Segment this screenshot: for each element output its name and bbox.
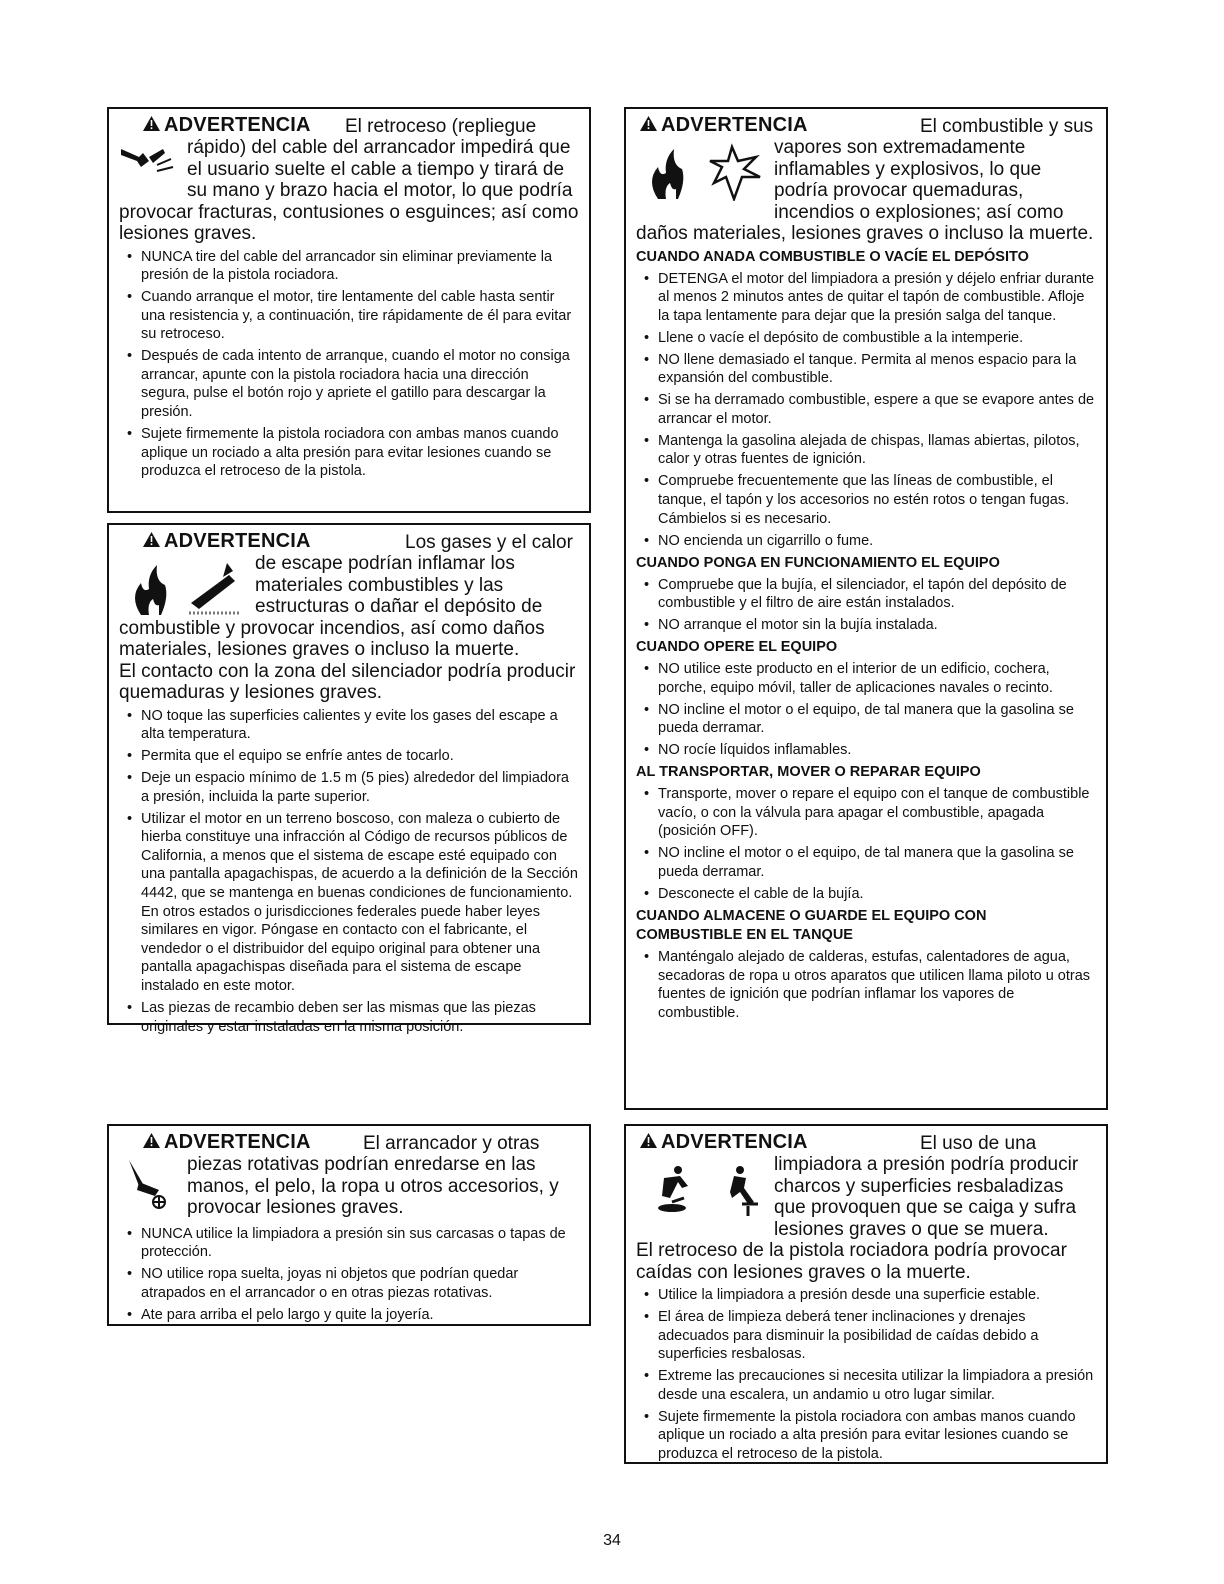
section-heading: CUANDO ANADA COMBUSTIBLE O VACÍE EL DEPÓSITO — [636, 248, 1029, 265]
list-item: • NO utilice ropa suelta, joyas ni objetos que podrían quedar atrapados en el arrancador o en otras piezas rotativas. — [119, 1265, 579, 1302]
warning-label: ADVERTENCIA — [164, 1131, 311, 1153]
list-item: • Compruebe frecuentemente que las líneas de combustible, el tanque, el tapón y los accesorios no estén rotos o tengan fugas. Cámbielos si es necesario. — [636, 472, 1096, 528]
warning-triangle-icon — [640, 115, 657, 137]
list-item: • Deje un espacio mínimo de 1.5 m (5 pies) alrededor del limpiadora a presión, incluida la parte superior. — [119, 769, 579, 806]
section-heading: AL TRANSPORTAR, MOVER O REPARAR EQUIPO — [636, 764, 981, 781]
list-item: • NO incline el motor o el equipo, de tal manera que la gasolina se pueda derramar. — [636, 844, 1096, 881]
list-item: • NO encienda un cigarrillo o fume. — [636, 532, 1096, 551]
fire-and-exhaust-icon — [119, 557, 249, 617]
list-item: • NO llene demasiado el tanque. Permita al menos espacio para la expansión del combustible. — [636, 351, 1096, 388]
warning-box-fuel — [624, 107, 1108, 1110]
section-heading: CUANDO PONGA EN FUNCIONAMIENTO EL EQUIPO — [636, 554, 1000, 571]
warning-intro: El uso de una limpiadora a presión podría producir charcos y superficies resbaladizas que provoquen que se caiga y sufra lesiones graves o que se muera. — [774, 1132, 1079, 1240]
warning-triangle-icon — [143, 531, 160, 553]
warning-list — [636, 270, 1096, 551]
list-item: • NO toque las superficies calientes y evite los gases del escape a alta temperatura. — [119, 707, 579, 744]
list-item: • Las piezas de recambio deben ser las mismas que las piezas originales y estar instaladas en la misma posición. — [119, 999, 579, 1036]
list-item: • El área de limpieza deberá tener inclinaciones y drenajes adecuados para disminuir la posibilidad de caídas debido a superficies resbalosas. — [636, 1308, 1096, 1364]
entanglement-icon — [119, 1156, 179, 1214]
warning-intro: El arrancador y otras piezas rotativas podrían enredarse en las manos, el pelo, la ropa u otros accesorios, y provocar lesiones graves. — [187, 1132, 559, 1218]
page-number: 34 — [603, 1532, 621, 1549]
warning-list — [119, 1225, 579, 1325]
section-heading: CUANDO ALMACENE O GUARDE EL EQUIPO CON COMBUSTIBLE EN EL TANQUE — [636, 907, 987, 943]
list-item: • Manténgalo alejado de calderas, estufas, calentadores de agua, secadoras de ropa u otros aparatos que utilicen llama piloto u otras fuentes de ignición que podrían inflamar los vapores de combustible. — [636, 948, 1096, 1022]
warning-label: ADVERTENCIA — [661, 1131, 808, 1153]
list-item: • Permita que el equipo se enfríe antes de tocarlo. — [119, 747, 579, 766]
list-item: • Utilizar el motor en un terreno boscoso, con maleza o cubierto de hierba constituye una infracción al Código de recursos públicos de California, a menos que el sistema de escape esté equipado con una pantalla apagachispas, de acuerdo a la definición de la Sección 4442, que se mantenga en buenas condiciones de funcionamiento. En otros estados o jurisdicciones federales puede haber leyes similares en vigor. Póngase en contacto con el fabricante, el vendedor o el distribuidor del equipo original para obtener una pantalla apagachispas diseñada para el sistema de escape instalado en este motor. — [119, 810, 579, 996]
hand-pulled-toward-engine-icon — [119, 141, 177, 183]
warning-label: ADVERTENCIA — [164, 530, 311, 552]
warning-box-exhaust — [107, 523, 591, 1035]
warning-list — [636, 660, 1096, 760]
warning-triangle-icon — [143, 1132, 160, 1154]
warning-intro: El combustible y sus vapores son extremadamente inflamables y explosivos, lo que podría provocar quemaduras, incendios o explosiones; así como daños materiales, lesiones graves o incluso la muerte. — [636, 115, 1094, 244]
list-item: • Sujete firmemente la pistola rociadora con ambas manos cuando aplique un rociado a alta presión para evitar lesiones cuando se produzca el retroceso de la pistola. — [119, 425, 579, 481]
slip-and-fall-icon — [644, 1158, 768, 1220]
list-item: • NO arranque el motor sin la bujía instalada. — [636, 616, 1096, 635]
list-item: • Ate para arriba el pelo largo y quite la joyería. — [119, 1306, 579, 1325]
list-item: • NUNCA tire del cable del arrancador sin eliminar previamente la presión de la pistola rociadora. — [119, 248, 579, 285]
list-item: • Utilice la limpiadora a presión desde una superficie estable. — [636, 1286, 1096, 1305]
warning-label: ADVERTENCIA — [661, 114, 808, 136]
warning-box-starter-kickback — [107, 107, 591, 513]
warning-list — [636, 1286, 1096, 1464]
list-item: • NO rocíe líquidos inflamables. — [636, 741, 1096, 760]
list-item: • Desconecte el cable de la bujía. — [636, 885, 1096, 904]
warning-list — [636, 576, 1096, 635]
list-item: • Llene o vacíe el depósito de combustible a la intemperie. — [636, 329, 1096, 348]
warning-list — [636, 785, 1096, 903]
warning-intro: El retroceso (repliegue rápido) del cable del arrancador impedirá que el usuario suelte el cable a tiempo y tirará de su mano y brazo hacia el motor, lo que podría provocar fracturas, contusiones o esguinces; así como lesiones graves. — [119, 115, 579, 244]
warning-list — [636, 948, 1096, 1022]
section-heading: CUANDO OPERE EL EQUIPO — [636, 639, 838, 656]
list-item: • Extreme las precauciones si necesita utilizar la limpiadora a presión desde una escalera, un andamio u otro lugar similar. — [636, 1367, 1096, 1404]
warning-label: ADVERTENCIA — [164, 114, 311, 136]
list-item: • Transporte, mover o repare el equipo con el tanque de combustible vacío, o con la válvula para apagar el combustible, apagada (posición OFF). — [636, 785, 1096, 841]
list-item: • Cuando arranque el motor, tire lentamente del cable hasta sentir una resistencia y, a continuación, tire rápidamente de él para evitar su retroceso. — [119, 288, 579, 344]
list-item: • DETENGA el motor del limpiadora a presión y déjelo enfriar durante al menos 2 minutos antes de quitar el tapón de combustible. Afloje la tapa lentamente para dejar que la presión salga del tanque. — [636, 270, 1096, 326]
list-item: • Mantenga la gasolina alejada de chispas, llamas abiertas, pilotos, calor y otras fuentes de ignición. — [636, 432, 1096, 469]
warning-intro-2: El retroceso de la pistola rociadora podría provocar caídas con lesiones graves o la muerte. — [636, 1240, 1067, 1283]
warning-list — [119, 707, 579, 1037]
list-item: • Compruebe que la bujía, el silenciador, el tapón del depósito de combustible y el filtro de aire están instalados. — [636, 576, 1096, 613]
warning-intro: Los gases y el calor de escape podrían inflamar los materiales combustibles y las estructuras o dañar el depósito de combustible y provocar incendios, así como daños materiales, lesiones graves o incluso la muerte. — [119, 531, 573, 660]
warning-triangle-icon — [640, 1132, 657, 1154]
list-item: • NUNCA utilice la limpiadora a presión sin sus carcasas o tapas de protección. — [119, 1225, 579, 1262]
warning-box-rotating-parts — [107, 1124, 591, 1326]
warning-list — [119, 248, 579, 481]
list-item: • Si se ha derramado combustible, espere a que se evapore antes de arrancar el motor. — [636, 391, 1096, 428]
warning-box-slip-fall — [624, 1124, 1108, 1464]
list-item: • NO utilice este producto en el interior de un edificio, cochera, porche, equipo móvil, taller de aplicaciones navales o recinto. — [636, 660, 1096, 697]
list-item: • Sujete firmemente la pistola rociadora con ambas manos cuando aplique un rociado a alta presión para evitar lesiones cuando se produzca el retroceso de la pistola. — [636, 1408, 1096, 1464]
list-item: • NO incline el motor o el equipo, de tal manera que la gasolina se pueda derramar. — [636, 701, 1096, 738]
warning-triangle-icon — [143, 115, 160, 137]
warning-intro-2: El contacto con la zona del silenciador podría producir quemaduras y lesiones graves. — [119, 660, 576, 703]
list-item: • Después de cada intento de arranque, cuando el motor no consiga arrancar, apunte con la pistola rociadora hacia una dirección segura, pulse el botón rojo y apriete el gatillo para descargar la presión. — [119, 347, 579, 421]
fire-and-explosion-icon — [644, 143, 768, 203]
